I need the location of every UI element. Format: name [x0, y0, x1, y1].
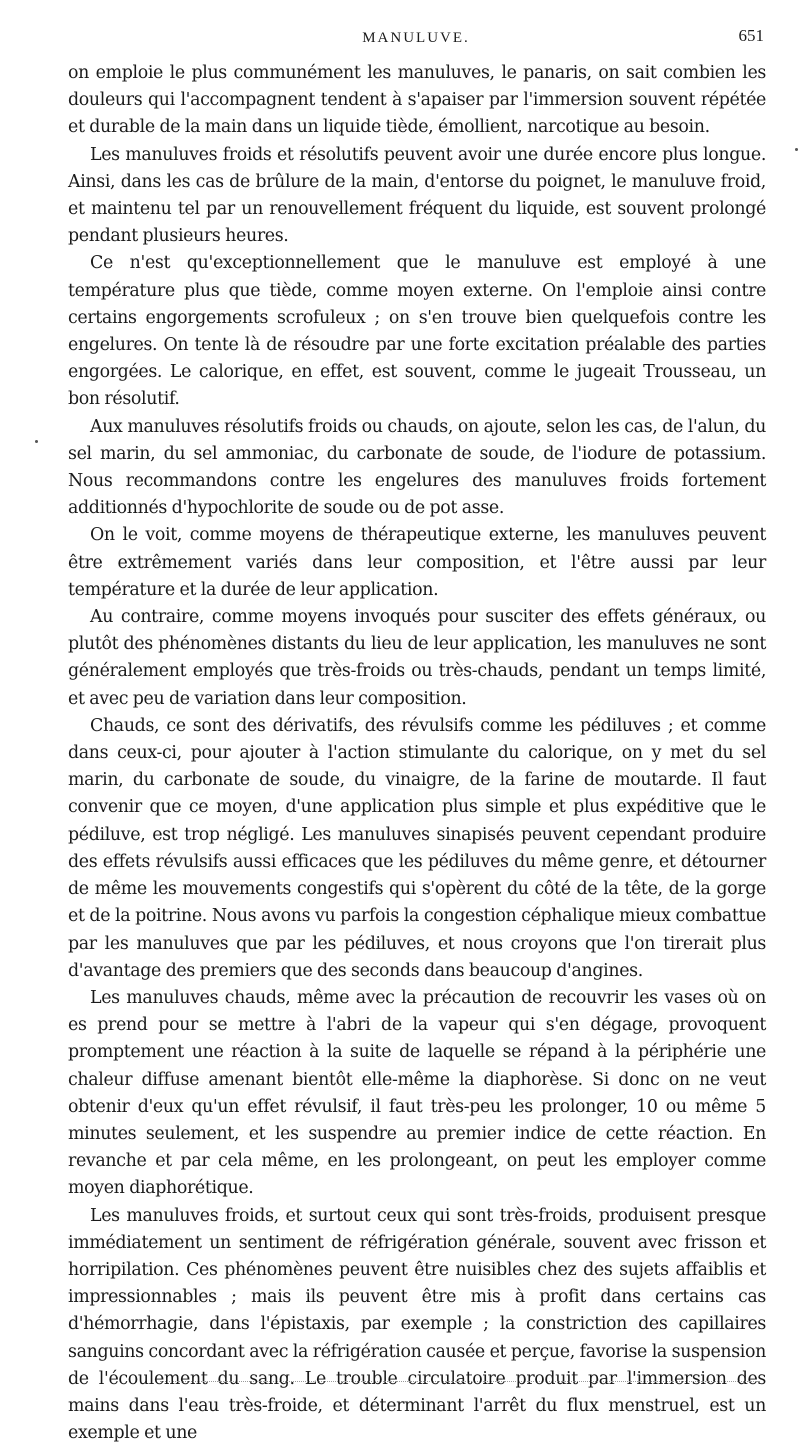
- page-number: 651: [738, 26, 764, 45]
- bottom-bleed-through: [160, 1381, 760, 1382]
- paragraph: Chauds, ce sont des dérivatifs, des révulsifs comme les pédiluves ; et comme dans ceux-ci, pour ajouter à l'action stimulante du calorique, on y met du sel marin, du carbonate de soude, du vinaigre, de la farine de moutarde. Il faut convenir que ce moyen, d'une application plus simple et plus expéditive que le pédiluve, est trop négligé. Les manuluves sinapisés peuvent cependant produire des effets révulsifs aussi efficaces que les pédiluves du même genre, et détourner de même les mouvements congestifs qui s'opèrent du côté de la tête, de la gorge et de la poitrine. Nous avons vu parfois la congestion céphalique mieux combattue par les manuluves que par les pédiluves, et nous croyons que l'on tirerait plus d'avantage des premiers que des seconds dans beaucoup d'angines.: [68, 715, 766, 981]
- paragraph: Les manuluves froids et résolutifs peuvent avoir une durée encore plus longue. Ainsi, dans les cas de brûlure de la main, d'entorse du poignet, le manuluve froid, et maintenu tel par un renouvellement fréquent du liquide, est souvent prolongé pendant plusieurs heures.: [68, 144, 766, 247]
- paragraph-continued: on emploie le plus communément les manuluves, le panaris, on sait combien les douleurs qui l'accompagnent tendent à s'apaiser par l'immersion souvent répétée et durable de la main dans un liquide tiède, émollient, narcotique au besoin.: [68, 63, 766, 138]
- paragraph: On le voit, comme moyens de thérapeutique externe, les manuluves peuvent être extrêmement variés dans leur composition, et l'être aussi par leur température et la durée de leur application.: [68, 525, 766, 600]
- paragraph: Aux manuluves résolutifs froids ou chauds, on ajoute, selon les cas, de l'alun, du sel marin, du sel ammoniac, du carbonate de soude, de l'iodure de potassium. Nous recommandons contre les engelures des manuluves froids fortement additionnés d'hypochlorite de soude ou de pot asse.: [68, 416, 766, 519]
- paragraph: Au contraire, comme moyens invoqués pour susciter des effets généraux, ou plutôt des phénomènes distants du lieu de leur application, les manuluves ne sont généralement employés que très-froids ou très-chauds, pendant un temps limité, et avec peu de variation dans leur composition.: [68, 607, 766, 709]
- running-title: MANULUVE.: [362, 30, 470, 46]
- margin-speck: [795, 148, 798, 151]
- margin-speck: [35, 440, 38, 443]
- paragraph: Les manuluves chauds, même avec la précaution de recouvrir les vases où on es prend pour se mettre à l'abri de la vapeur qui s'en dégage, provoquent promptement une réaction à la suite de laquelle se répand à la périphérie une chaleur diffuse amenant bientôt elle-même la diaphorèse. Si donc on ne veut obtenir d'eux qu'un effet révulsif, il faut très-peu les prolonger, 10 ou même 5 minutes seulement, et les suspendre au premier indice de cette réaction. En revanche et par cela même, en les prolongeant, on peut les employer comme moyen diaphorétique.: [68, 987, 766, 1199]
- body-text: [68, 60, 766, 1447]
- running-header: [68, 26, 764, 54]
- paragraph: Les manuluves froids, et surtout ceux qui sont très-froids, produisent presque immédiatement un sentiment de réfrigération générale, souvent avec frisson et horripilation. Ces phénomènes peuvent être nuisibles chez des sujets affaiblis et impressionnables ; mais ils peuvent être mis à profit dans certains cas d'hémorrhagie, dans l'épistaxis, par exemple ; la constriction des capillaires sanguins concordant avec la réfrigération causée et perçue, favorise la suspension de l'écoulement du sang. Le trouble circulatoire produit par l'immersion des mains dans l'eau très-froide, et déterminant l'arrêt du flux menstruel, est un exemple et une: [68, 1205, 766, 1444]
- paragraph: Ce n'est qu'exceptionnellement que le manuluve est employé à une température plus que tiède, comme moyen externe. On l'emploie ainsi contre certains engorgements scrofuleux ; on s'en trouve bien quelquefois contre les engelures. On tente là de résoudre par une forte excitation préalable des parties engorgées. Le calorique, en effet, est souvent, comme le jugeait Trousseau, un bon résolutif.: [68, 253, 766, 410]
